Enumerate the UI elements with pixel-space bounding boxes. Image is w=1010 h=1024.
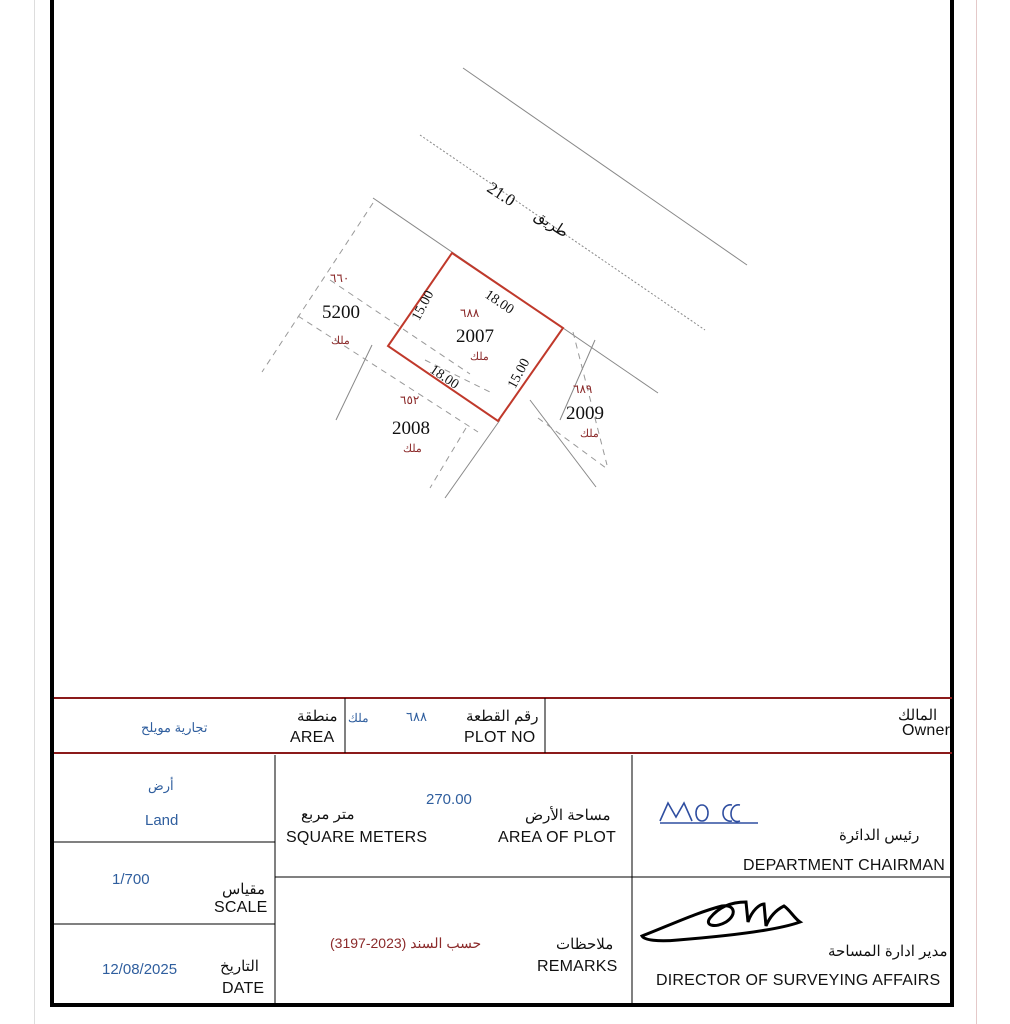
area-of-plot-label-ar: مساحة الأرض xyxy=(525,807,611,824)
neighbour-5200-number: 5200 xyxy=(322,302,360,323)
area-label-ar: منطقة xyxy=(297,708,338,725)
plot-number: 2007 xyxy=(456,326,494,347)
date-label-en: DATE xyxy=(222,980,265,997)
neighbour-2008-number: 2008 xyxy=(392,418,430,439)
unit-label-en: SQUARE METERS xyxy=(286,829,428,846)
road-width-label: 21.0 xyxy=(483,178,519,211)
remarks-value: حسب السند (2023-3197) xyxy=(330,935,482,951)
neighbour-2009-ar: ٦٨٩ xyxy=(573,382,593,396)
date-label-ar: التاريخ xyxy=(220,958,259,975)
neighbour-5200-tag: ملك xyxy=(331,335,350,347)
area-of-plot-label-en: AREA OF PLOT xyxy=(498,829,616,846)
plot-tag: ملك xyxy=(470,351,489,363)
owner-label-en: Owner xyxy=(902,722,951,739)
neighbour-5200-ar: ٦٦٠ xyxy=(330,271,350,285)
dim-top: 18.00 xyxy=(481,287,517,318)
neighbour-2008-ar: ٦٥٢ xyxy=(400,393,420,407)
neighbour-2008-tag: ملك xyxy=(403,443,422,455)
area-label-en: AREA xyxy=(290,729,335,746)
dim-right: 15.00 xyxy=(505,356,534,392)
remarks-label-ar: ملاحظات xyxy=(556,936,614,953)
director-label-ar: مدير ادارة المساحة xyxy=(828,943,948,960)
land-type-en: Land xyxy=(145,812,179,829)
road-edge-top xyxy=(463,68,747,265)
scale-label-en: SCALE xyxy=(214,899,268,916)
unit-label-ar: متر مربع xyxy=(301,806,355,823)
neighbour-2009-number: 2009 xyxy=(566,403,604,424)
dim-left: 15.00 xyxy=(409,288,438,324)
owner-label-ar: المالك xyxy=(898,707,938,724)
plot-no-label-en: PLOT NO xyxy=(464,729,536,746)
director-label-en: DIRECTOR OF SURVEYING AFFAIRS xyxy=(656,972,941,989)
remarks-label-en: REMARKS xyxy=(537,958,618,975)
scale-label-ar: مقياس xyxy=(222,881,266,898)
scale-value: 1/700 xyxy=(112,871,150,888)
dim-bottom: 18.00 xyxy=(426,362,462,393)
neighbour-2009-tag: ملك xyxy=(580,428,599,440)
plot-no-tag: ملك xyxy=(348,711,369,725)
area-of-plot-value: 270.00 xyxy=(426,791,472,808)
plot-ar-number: ٦٨٨ xyxy=(460,306,480,320)
director-signature xyxy=(638,896,808,948)
chairman-label-en: DEPARTMENT CHAIRMAN xyxy=(743,857,946,874)
plot-no-value: ٦٨٨ xyxy=(406,709,427,724)
chairman-label-ar: رئيس الدائرة xyxy=(839,827,920,844)
land-type-ar: أرض xyxy=(148,778,174,793)
plot-no-label-ar: رقم القطعة xyxy=(466,708,539,725)
area-value: تجارية مويلح xyxy=(141,720,208,735)
date-value: 12/08/2025 xyxy=(102,961,178,978)
road-label: طريق xyxy=(531,206,572,242)
chairman-signature xyxy=(656,797,766,829)
